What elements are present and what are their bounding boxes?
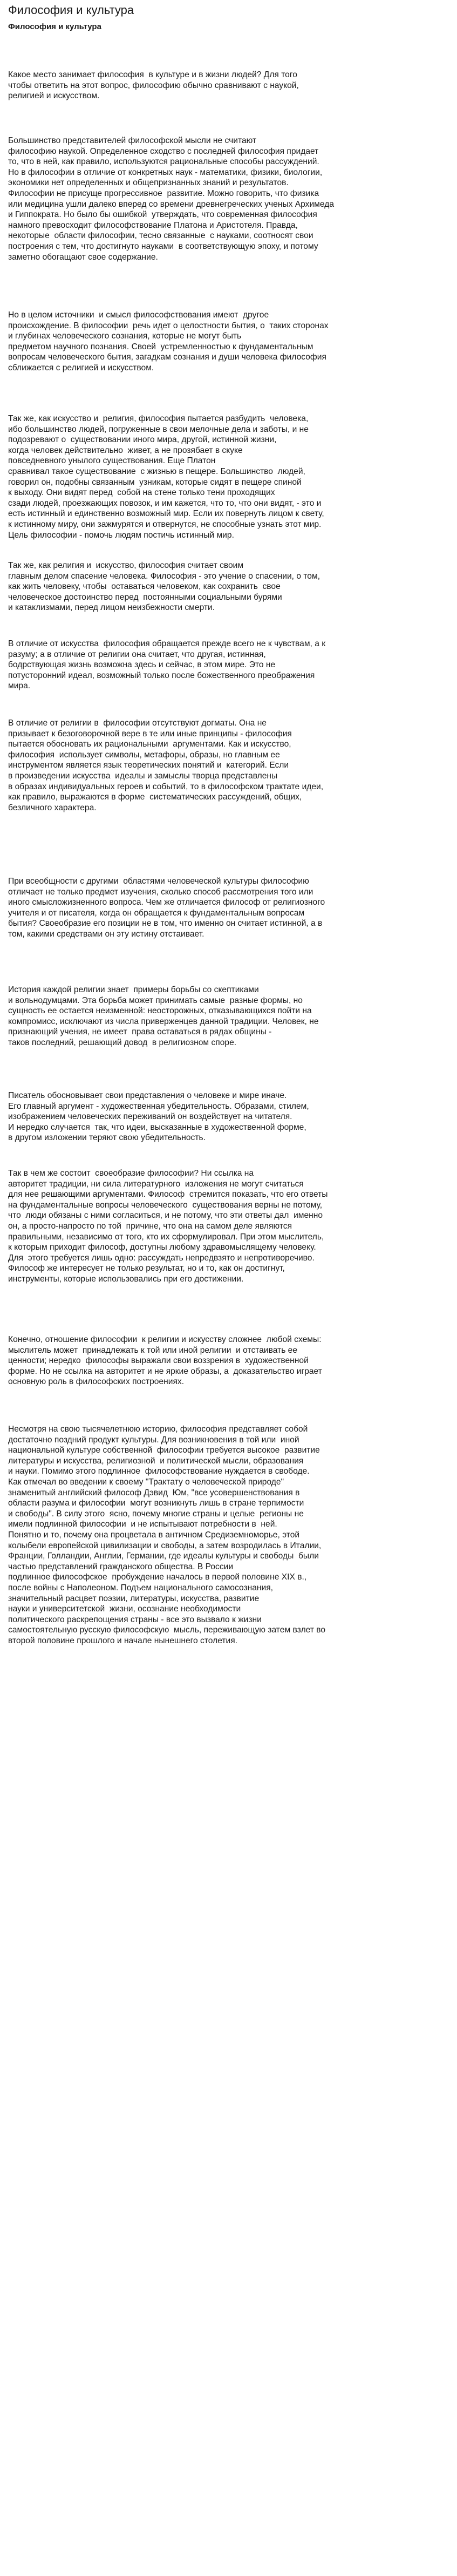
paragraph-line: после войны с Наполеоном. Подъем национального самосознания, [8, 1583, 273, 1592]
paragraph-line: И нередко случается так, что идеи, высказанные в художественной форме, [8, 1122, 306, 1132]
paragraph-line: правильными, независимо от того, кто их сформулировал. При этом мыслитель, [8, 1232, 324, 1242]
paragraph-line: Так в чем же состоит своеобразие философии? Ни ссылка на [8, 1169, 254, 1178]
paragraph-line: и Гиппократа. Но было бы ошибкой утверждать, что современная философия [8, 210, 317, 220]
paragraph-line: авторитет традиции, ни сила литературного изложения не могут считаться [8, 1179, 304, 1189]
paragraph-line: говорил он, подобны связанным узникам, которые сидят в пещере спиной [8, 477, 302, 487]
paragraph-line: Его главный аргумент - художественная убедительность. Образами, стилем, [8, 1101, 309, 1111]
article-paragraph [8, 1090, 451, 1143]
paragraph-line: бодрствующая жизнь возможна здесь и сейчас, в этом мире. Это не [8, 660, 276, 670]
paragraph-line: основную роль в философских построениях. [8, 1377, 185, 1387]
paragraph-line: Несмотря на свою тысячелетнюю историю, философия представляет собой [8, 1425, 308, 1434]
paragraph-line: науки и университетской жизни, осознание необходимости [8, 1604, 241, 1614]
paragraph-line: компромисс, исключают из числа приверженцев данной традиции. Человек, не [8, 1016, 319, 1026]
paragraph-line: и глубинах человеческого сознания, которые не могут быть [8, 331, 242, 341]
paragraph-line: изображением человеческих переживаний он воздействует на читателя. [8, 1112, 292, 1122]
paragraph-line: колыбели европейской цивилизации и свободы, а затем возродилась в Италии, [8, 1541, 322, 1550]
paragraph-line: При всеобщности с другими областями человеческой культуры философию [8, 877, 309, 886]
paragraph-line: к выходу. Они видят перед собой на стене только тени проходящих [8, 488, 275, 498]
article-paragraph [8, 560, 451, 613]
paragraph-line: к истинному миру, они зажмурятся и отвернутся, не способные узнать этот мир. [8, 519, 322, 529]
paragraph-line: происхождение. В философии речь идет о целостности бытия, о таких сторонах [8, 321, 329, 330]
paragraph-line: бытия? Своеобразие его позиции не в том, что именно он считает истинной, а в [8, 919, 323, 928]
paragraph-line: философию наукой. Определенное сходство с последней философия придает [8, 146, 319, 156]
paragraph-line: Философ же интересует не только результат, но и то, как он достигнут, [8, 1264, 285, 1273]
article-paragraph [8, 1168, 451, 1285]
paragraph-line: в другом изложении теряют свою убедительность. [8, 1133, 206, 1143]
paragraph-line: Большинство представителей философской мысли не считают [8, 136, 257, 145]
article-paragraph [8, 985, 451, 1048]
paragraph-line: области разума и философии могут возникнуть лишь в стране терпимости [8, 1499, 304, 1508]
paragraph-line: призывает к безоговорочной вере в те или иные принципы - философия [8, 729, 292, 738]
paragraph-line: В отличие от религии в философии отсутствуют догматы. Она не [8, 718, 267, 728]
article-paragraph [8, 70, 451, 101]
paragraph-line: второй половине прошлого и начале нынешнего столетия. [8, 1636, 238, 1645]
paragraph-line: Философии не присуще прогрессивное развитие. Можно говорить, что физика [8, 188, 319, 198]
paragraph-line: Так же, как религия и искусство, философия считает своим [8, 561, 244, 570]
paragraph-line: политического раскрепощения страны - все это вызвало к жизни [8, 1615, 262, 1624]
paragraph-line: том, какими средствами он эту истину отстаивает. [8, 929, 204, 939]
paragraph-line: построения с тем, что достигнуто науками в соответствующую эпоху, и потому [8, 241, 318, 251]
paragraph-line: главным делом спасение человека. Философия - это учение о спасении, о том, [8, 571, 320, 581]
paragraph-line: мира. [8, 681, 31, 691]
paragraph-line: то, что в ней, как правило, используются рациональные способы рассуждений. [8, 157, 319, 167]
paragraph-line: к которым приходит философ, доступны любому здравомыслящему человеку. [8, 1243, 316, 1252]
paragraph-line: Для этого требуется лишь одно: рассуждать непредвзято и непротиворечиво. [8, 1253, 315, 1263]
paragraph-line: мыслитель может принадлежать к той или иной религии и отстаивать ее [8, 1345, 297, 1355]
paragraph-line: заметно обогащают свое содержание. [8, 252, 158, 262]
paragraph-line: предметом научного познания. Своей устремленностью к фундаментальным [8, 342, 313, 351]
paragraph-line: человеческое достоинство перед постоянными социальными бурями [8, 592, 282, 602]
paragraph-line: знаменитый английский философ Дэвид Юм, "все усовершенствования в [8, 1488, 300, 1497]
paragraph-line: или медицина ушли далеко вперед со времени древнегреческих ученых Архимеда [8, 199, 335, 209]
paragraph-line: В отличие от искусства философия обращается прежде всего не к чувствам, а к [8, 639, 326, 648]
article-paragraph [8, 639, 451, 692]
paragraph-line: и вольнодумцами. Эта борьба может принимать самые разные формы, но [8, 995, 303, 1005]
paragraph-line: Цель философии - помочь людям постичь истинный мир. [8, 530, 234, 540]
paragraph-line: инструменты, которые использовались при его достижении. [8, 1274, 244, 1284]
paragraph-line: в образах индивидуальных героев и событий, то в философском трактате идеи, [8, 782, 324, 791]
paragraph-line: что люди обязаны с ними согласиться, и не потому, что эти ответы дал именно [8, 1211, 323, 1221]
paragraph-line: для нее решающими аргументами. Философ стремится показать, что его ответы [8, 1190, 328, 1199]
paragraph-line: в произведении искусства идеалы и замыслы творца представлены [8, 771, 278, 781]
paragraph-line: иного смысложизненного вопроса. Чем же отличается философ от религиозного [8, 898, 325, 907]
paragraph-line: сравнивал такое существование с жизнью в пещере. Большинство людей, [8, 466, 305, 476]
paragraph-line: значительный расцвет поэзии, литературы, искусства, развитие [8, 1594, 260, 1603]
paragraph-line: повседневного унылого существования. Еще Платон [8, 456, 216, 466]
page-subtitle: Философия и культура [8, 22, 101, 31]
paragraph-line: как правило, выражаются в форме систематических рассуждений, общих, [8, 792, 302, 802]
paragraph-line: литературы и искусства, религиозной и политической мысли, образования [8, 1456, 304, 1466]
paragraph-line: ценности; нередко философы выражали свои воззрения в художественной [8, 1356, 309, 1366]
paragraph-line: вопросам человеческого бытия, загадкам сознания и души человека философия [8, 352, 326, 362]
paragraph-line: пытается обосновать их рациональными аргументами. Как и искусство, [8, 740, 291, 749]
paragraph-line: подлинное философское пробуждение началось в первой половине XIX в., [8, 1572, 307, 1582]
paragraph-line: Франции, Голландии, Англии, Германии, где идеалы культуры и свободы были [8, 1551, 319, 1561]
paragraph-line: подозревают о существовании иного мира, другой, истинной жизни, [8, 435, 277, 445]
article-paragraph [8, 718, 451, 813]
paragraph-line: имели подлинной философии и не испытывают потребности в ней. [8, 1520, 277, 1529]
paragraph-line: есть истинный и единственно возможный мир. Если их повернуть лицом к свету, [8, 509, 324, 519]
article-paragraph [8, 310, 451, 374]
paragraph-line: самостоятельную русскую философскую мысль, переживающую затем взлет во [8, 1625, 326, 1635]
paragraph-line: учителя и от писателя, когда он обращается к фундаментальным вопросам [8, 908, 305, 918]
paragraph-line: сзади людей, проезжающих повозок, и им кажется, что то, что они видят, - это и [8, 498, 322, 508]
paragraph-line: философия использует символы, метафоры, образы, но главным ее [8, 750, 280, 760]
paragraph-line: Писатель обосновывает свои представления о человеке и мире иначе. [8, 1091, 287, 1100]
paragraph-line: и свободы". В силу этого ясно, почему многие страны и целые регионы не [8, 1509, 304, 1519]
paragraph-line: намного превосходит философствование Платона и Аристотеля. Правда, [8, 220, 298, 230]
paragraph-line: частью представлений гражданского общества. В России [8, 1562, 234, 1571]
paragraph-line: Так же, как искусство и религия, философия пытается разбудить человека, [8, 414, 309, 423]
paragraph-line: на фундаментальные вопросы человеческого существования верны не потому, [8, 1200, 323, 1210]
paragraph-line: как жить человеку, чтобы оставаться человеком, как сохранить свое [8, 582, 281, 592]
paragraph-line: Понятно и то, почему она процветала в античном Средиземноморье, этой [8, 1530, 300, 1540]
paragraph-line: таков последний, решающий довод в религиозном споре. [8, 1038, 237, 1047]
article-paragraph [8, 413, 451, 540]
paragraph-line: сущность ее остается неизменной: неосторожных, отказывающихся пойти на [8, 1006, 312, 1016]
article-paragraph [8, 876, 451, 940]
paragraph-line: некоторые области философии, тесно связанные с науками, соотносят свои [8, 231, 313, 241]
paragraph-line: Как отмечал во введении к своему "Трактату о человеческой природе" [8, 1477, 284, 1487]
paragraph-line: достаточно поздний продукт культуры. Для возникновения в той или иной [8, 1435, 299, 1445]
paragraph-line: религией и искусством. [8, 91, 100, 101]
article-paragraph [8, 135, 451, 262]
paragraph-line: и катаклизмами, перед лицом неизбежности смерти. [8, 603, 215, 613]
paragraph-line: История каждой религии знает примеры борьбы со скептиками [8, 985, 259, 994]
paragraph-line: и науки. Помимо этого подлинное философствование нуждается в свободе. [8, 1467, 310, 1476]
article-paragraph [8, 1334, 451, 1387]
paragraph-line: Но в целом источники и смысл философствования имеют другое [8, 310, 269, 320]
paragraph-line: безличного характера. [8, 803, 97, 812]
paragraph-line: сближается с религией и искусством. [8, 363, 154, 372]
paragraph-line: признающий учения, не имеет права оставаться в рядах общины - [8, 1027, 272, 1037]
paragraph-line: экономики нет определенных и общепризнанных знаний и результатов. [8, 178, 289, 188]
paragraph-line: ибо большинство людей, погруженные в свои мелочные дела и заботы, и не [8, 424, 309, 434]
page-title: Философия и культура [8, 3, 134, 17]
paragraph-line: форме. Но не ссылка на авторитет и не яркие образы, а доказательство играет [8, 1366, 322, 1376]
paragraph-line: Какое место занимает философия в культуре и в жизни людей? Для того [8, 70, 297, 79]
paragraph-line: Конечно, отношение философии к религии и искусству сложнее любой схемы: [8, 1335, 322, 1344]
paragraph-line: Но в философии в отличие от конкретных наук - математики, физики, биологии, [8, 167, 323, 177]
paragraph-line: чтобы ответить на этот вопрос, философию обычно сравнивают с наукой, [8, 80, 299, 90]
paragraph-line: национальной культуре собственной философии требуется высокое развитие [8, 1446, 320, 1455]
paragraph-line: инструментом является язык теоретических понятий и категорий. Если [8, 761, 289, 770]
paragraph-line: разуму; а в отличие от религии она считает, что другая, истинная, [8, 649, 266, 659]
paragraph-line: когда человек действительно живет, а не прозябает в скуке [8, 445, 243, 455]
paragraph-line: потусторонний идеал, возможный только после божественного преображения [8, 670, 315, 680]
article-paragraph [8, 1424, 451, 1646]
paragraph-line: он, а просто-напросто по той причине, что она на самом деле являются [8, 1221, 292, 1231]
paragraph-line: отличает не только предмет изучения, сколько способ рассмотрения того или [8, 887, 313, 897]
